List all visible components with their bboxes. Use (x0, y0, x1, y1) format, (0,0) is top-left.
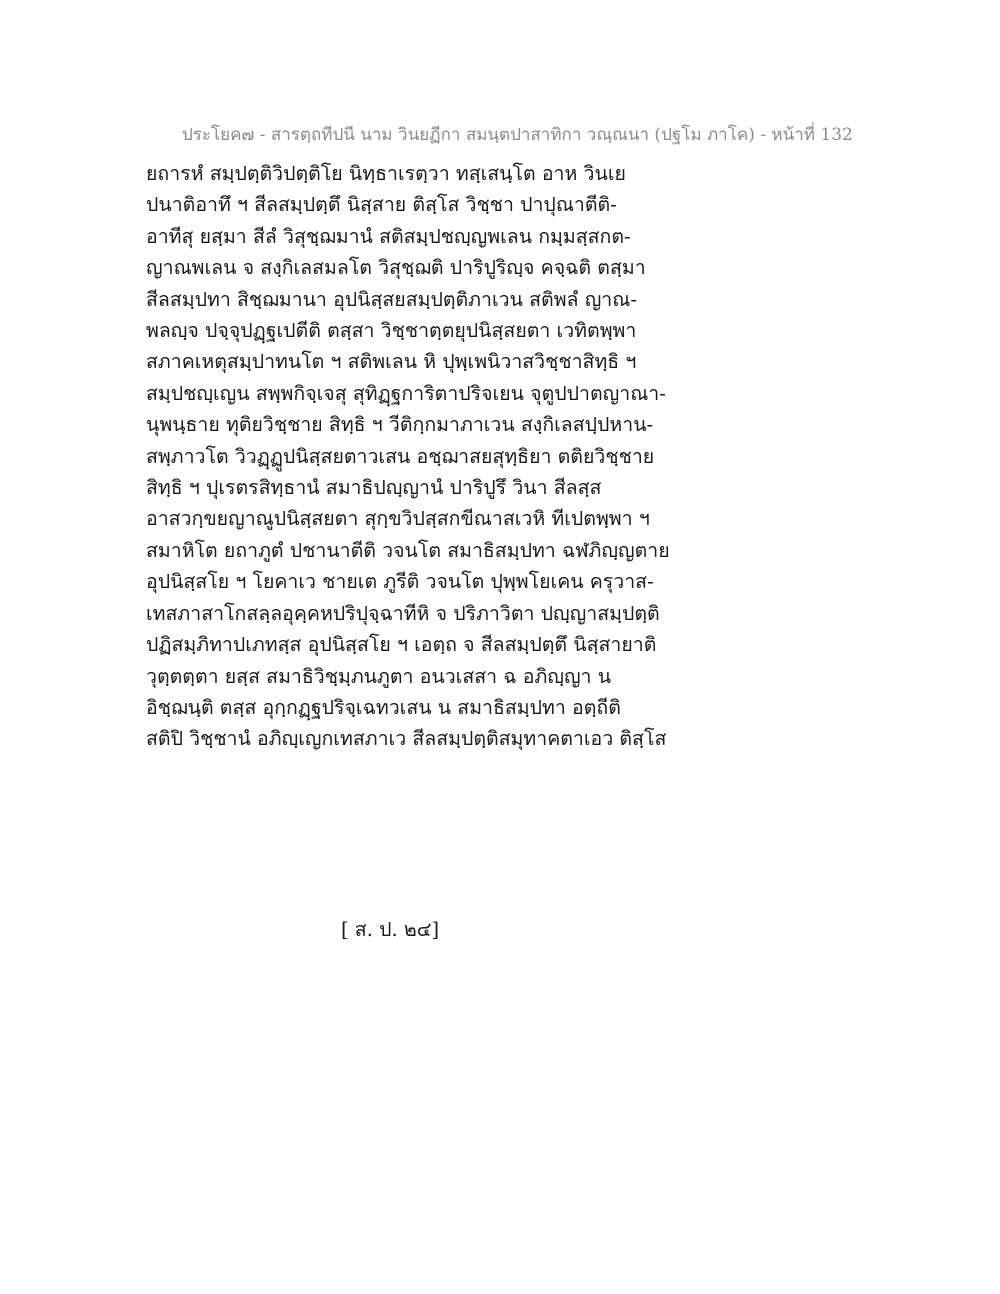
text-line: อาทีสุ ยสฺมา สีลํ วิสุชฺฌมานํ สติสมฺปชญฺญพเลน กมฺมสฺสกต- (146, 224, 631, 248)
text-line: วุตฺตตฺตา ยสฺส สมาธิวิชฺมฺภนภูตา อนวเสสา ฉ อภิญฺญา น (146, 664, 612, 688)
text-line: สพฺภาวโต วิวฏฺฏูปนิสฺสยตาวเสน อชฺฌาสยสุทฺธิยา ตติยวิชฺชาย (146, 444, 655, 468)
text-line: อิชฺฌนฺติ ตสฺส อุกฺกฏฺฐปริจฺเฉทวเสน น สมาธิสมฺปทา อตฺถีติ (146, 695, 621, 719)
text-line: อาสวกฺขยญาณูปนิสฺสยตา สุกฺขวิปสฺสกขีณาสเวหิ ทีเปตพฺพา ฯ (146, 507, 650, 531)
text-line: พลญฺจ ปจฺจุปฏฺฐเปตีติ ตสฺสา วิชฺชาตฺตยุปนิสฺสยตา เวทิตพฺพา (146, 319, 637, 343)
text-line: สมฺปชญฺเญน สพฺพกิจฺเจสุ สุทิฏฺฐการิตาปริจเยน จุตูปปาตญาณา- (146, 381, 666, 405)
text-line: นุพนฺธาย ทุติยวิชฺชาย สิทฺธิ ฯ วีติกฺกมาภาเวน สงฺกิเลสปฺปหาน- (146, 413, 654, 437)
text-line: สติปิ วิชฺชานํ อภิญฺเญกเทสภาเว สีลสมฺปตฺติสมุทาคตาเอว ติสฺโส (146, 727, 667, 751)
running-header: ประโยค๗ - สารตฺถทีปนี นาม วินยฏีกา สมนฺตปาสาทิกา วณฺณนา (ปฐโม ภาโค) - หน้าที่ 132 (182, 125, 853, 145)
text-line: อุปนิสฺสโย ฯ โยคาเว ชายเต ภูรีติ วจนโต ปุพฺพโยเคน ครุวาส- (146, 570, 654, 594)
body-text (146, 158, 676, 755)
text-line: สีลสมฺปทา สิชฺฌมานา อุปนิสฺสยสมฺปตฺติภาเวน สติพลํ ญาณ- (146, 287, 637, 311)
text-line: เทสภาสาโกสลฺลอุคฺคหปริปุจฺฉาทีหิ จ ปริภาวิตา ปญฺญาสมฺปตฺติ (146, 601, 660, 625)
text-line: ญาณพเลน จ สงฺกิเลสมลโต วิสุชฺฌติ ปาริปูริญฺจ คจฺฉติ ตสฺมา (146, 256, 646, 280)
page-marker: [ ส. ป. ๒๔] (341, 918, 440, 941)
text-line: ยถารหํ สมฺปตฺติวิปตฺติโย นิทฺธาเรตฺวา ทสฺเสนฺโต อาห วินเย (146, 162, 626, 185)
text-line: สมาหิโต ยถาภูตํ ปชานาตีติ วจนโต สมาธิสมฺปทา ฉฬภิญฺญตาย (146, 538, 670, 562)
text-line: สิทฺธิ ฯ ปุเรตรสิทฺธานํ สมาธิปญฺญานํ ปาริปูรึ วินา สีลสฺส (146, 476, 602, 500)
text-line: สภาคเหตุสมฺปาทนโต ฯ สติพเลน หิ ปุพฺเพนิวาสวิชฺชาสิทฺธิ ฯ (146, 350, 637, 374)
text-line: ปฏิสมฺภิทาปเภทสฺส อุปนิสฺสโย ฯ เอตฺถ จ สีลสมฺปตฺตึ นิสฺสายาติ (146, 633, 657, 657)
text-line: ปนาติอาทึ ฯ สีลสมฺปตฺตึ นิสฺสาย ติสฺโส วิชฺชา ปาปุณาตีติ- (146, 193, 617, 217)
